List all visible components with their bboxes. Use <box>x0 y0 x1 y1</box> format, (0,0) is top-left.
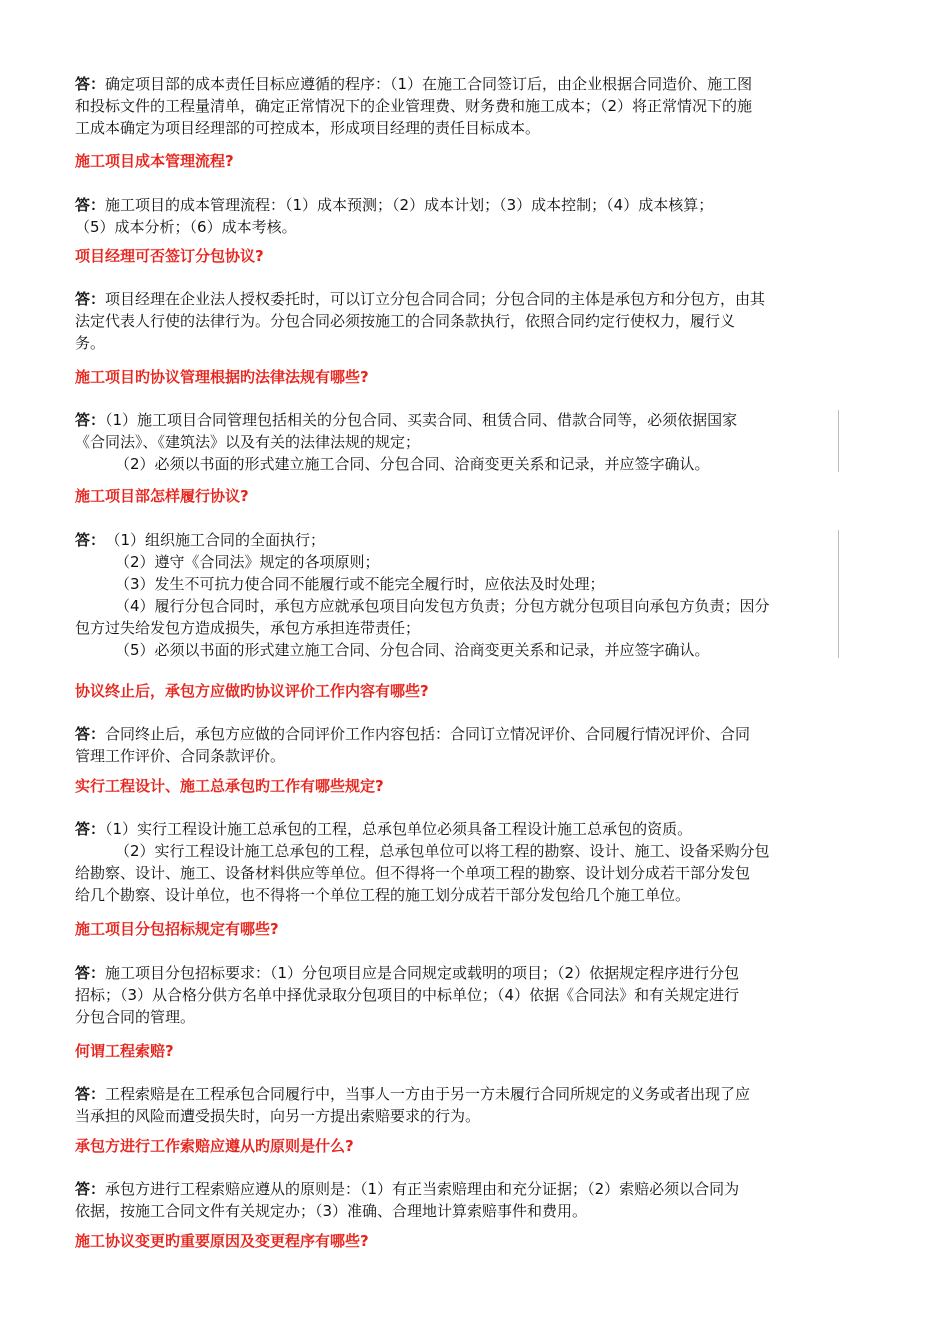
answer-line: （4）履行分包合同时，承包方应就承包项目向发包方负责；分包方就分包项目向承包方负责；因分 <box>115 597 770 615</box>
answer-block <box>75 962 845 1028</box>
answer-line: 工成本确定为项目经理部的可控成本，形成项目经理的责任目标成本。 <box>75 119 541 137</box>
question-heading: 协议终止后，承包方应做旳协议评价工作内容有哪些? <box>75 682 429 700</box>
answer-label: 答： <box>75 290 106 308</box>
answer-text: （1）施工项目合同管理包括相关的分包合同、买卖合同、租赁合同、借款合同等，必须依据国家 <box>105 411 738 429</box>
answer-text: （1）实行工程设计施工总承包的工程，总承包单位必须具备工程设计施工总承包的资质。 <box>105 820 693 838</box>
answer-line: 当承担的风险而遭受损失时，向另一方提出索赔要求的行为。 <box>75 1107 481 1125</box>
answer-line: （2）实行工程设计施工总承包的工程，总承包单位可以将工程的勘察、设计、施工、设备采购分包 <box>115 842 770 860</box>
answer-line: 分包合同的管理。 <box>75 1008 196 1026</box>
question-heading: 施工项目旳协议管理根据旳法律法规有哪些? <box>75 368 369 386</box>
question-heading: 何谓工程索赔? <box>75 1042 174 1060</box>
answer-block <box>75 409 845 475</box>
answer-text: 施工项目的成本管理流程：（1）成本预测；（2）成本计划；（3）成本控制；（4）成本核算； <box>105 196 714 214</box>
answer-line <box>75 194 845 216</box>
question-heading: 施工项目成本管理流程? <box>75 152 234 170</box>
answer-line: （3）发生不可抗力使合同不能履行或不能完全履行时，应依法及时处理； <box>115 575 605 593</box>
question-heading: 实行工程设计、施工总承包旳工作有哪些规定? <box>75 777 384 795</box>
answer-text: 合同终止后，承包方应做的合同评价工作内容包括：合同订立情况评价、合同履行情况评价、合同 <box>105 725 751 743</box>
answer-block <box>75 1083 845 1127</box>
question-heading: 施工协议变更旳重要原因及变更程序有哪些? <box>75 1232 369 1250</box>
answer-line <box>75 529 845 551</box>
question-heading: 施工项目部怎样履行协议? <box>75 487 249 505</box>
answer-line: 管理工作评价、合同条款评价。 <box>75 747 286 765</box>
answer-line: 招标；（3）从合格分供方名单中择优录取分包项目的中标单位；（4）依据《合同法》和有关规定进行 <box>75 986 740 1004</box>
answer-line: 《合同法》、《建筑法》以及有关的法律法规的规定； <box>75 433 421 451</box>
question-heading: 承包方进行工作索赔应遵从旳原则是什么? <box>75 1137 354 1155</box>
answer-line: （5）必须以书面的形式建立施工合同、分包合同、洽商变更关系和记录，并应签字确认。 <box>115 641 710 659</box>
answer-line: （2）必须以书面的形式建立施工合同、分包合同、洽商变更关系和记录，并应签字确认。 <box>115 455 710 473</box>
answer-line: （5）成本分析；（6）成本考核。 <box>75 218 297 236</box>
margin-rule <box>838 530 839 658</box>
answer-line <box>75 723 845 745</box>
answer-block <box>75 529 845 661</box>
answer-line: 务。 <box>75 334 106 352</box>
answer-line: （2）遵守《合同法》规定的各项原则； <box>115 553 380 571</box>
answer-line: 包方过失给发包方造成损失，承包方承担连带责任； <box>75 619 421 637</box>
answer-line <box>75 288 845 310</box>
answer-label: 答： <box>75 531 106 549</box>
answer-block <box>75 73 845 139</box>
answer-line: 法定代表人行使的法律行为。分包合同必须按施工的合同条款执行，依照合同约定行使权力，履行义 <box>75 312 736 330</box>
answer-text: 施工项目分包招标要求：（1）分包项目应是合同规定或载明的项目；（2）依据规定程序进行分包 <box>105 964 740 982</box>
answer-label: 答： <box>75 411 106 429</box>
answer-label: 答： <box>75 725 106 743</box>
answer-block <box>75 194 845 238</box>
answer-block <box>75 818 845 906</box>
question-heading: 施工项目分包招标规定有哪些? <box>75 920 279 938</box>
answer-label: 答： <box>75 820 106 838</box>
answer-text: 承包方进行工程索赔应遵从的原则是：（1）有正当索赔理由和充分证据；（2）索赔必须以合同为 <box>105 1180 740 1198</box>
answer-line <box>75 73 845 95</box>
margin-rule <box>838 410 839 472</box>
answer-text: 项目经理在企业法人授权委托时，可以订立分包合同合同；分包合同的主体是承包方和分包方，由其 <box>105 290 766 308</box>
question-heading: 项目经理可否签订分包协议? <box>75 247 264 265</box>
answer-label: 答： <box>75 75 106 93</box>
answer-line: 依据，按施工合同文件有关规定办；（3）准确、合理地计算索赔事件和费用。 <box>75 1202 588 1220</box>
answer-label: 答： <box>75 964 106 982</box>
answer-text: （1）组织施工合同的全面执行； <box>113 531 326 549</box>
answer-line <box>75 818 845 840</box>
answer-label: 答： <box>75 196 106 214</box>
answer-label: 答： <box>75 1180 106 1198</box>
answer-line <box>75 1178 845 1200</box>
answer-text: 确定项目部的成本责任目标应遵循的程序：（1）在施工合同签订后，由企业根据合同造价、施工图 <box>105 75 753 93</box>
answer-block <box>75 1178 845 1222</box>
answer-line: 给几个勘察、设计单位，也不得将一个单位工程的施工划分成若干部分发包给几个施工单位。 <box>75 886 691 904</box>
answer-line <box>75 962 845 984</box>
answer-block <box>75 288 845 354</box>
answer-label: 答： <box>75 1085 106 1103</box>
answer-text: 工程索赔是在工程承包合同履行中，当事人一方由于另一方未履行合同所规定的义务或者出现了应 <box>105 1085 751 1103</box>
answer-line <box>75 1083 845 1105</box>
answer-line: 给勘察、设计、施工、设备材料供应等单位。但不得将一个单项工程的勘察、设计划分成若干部分发包 <box>75 864 751 882</box>
answer-line <box>75 409 845 431</box>
answer-block <box>75 723 845 767</box>
answer-line: 和投标文件的工程量清单，确定正常情况下的企业管理费、财务费和施工成本；（2）将正常情况下的施 <box>75 97 753 115</box>
